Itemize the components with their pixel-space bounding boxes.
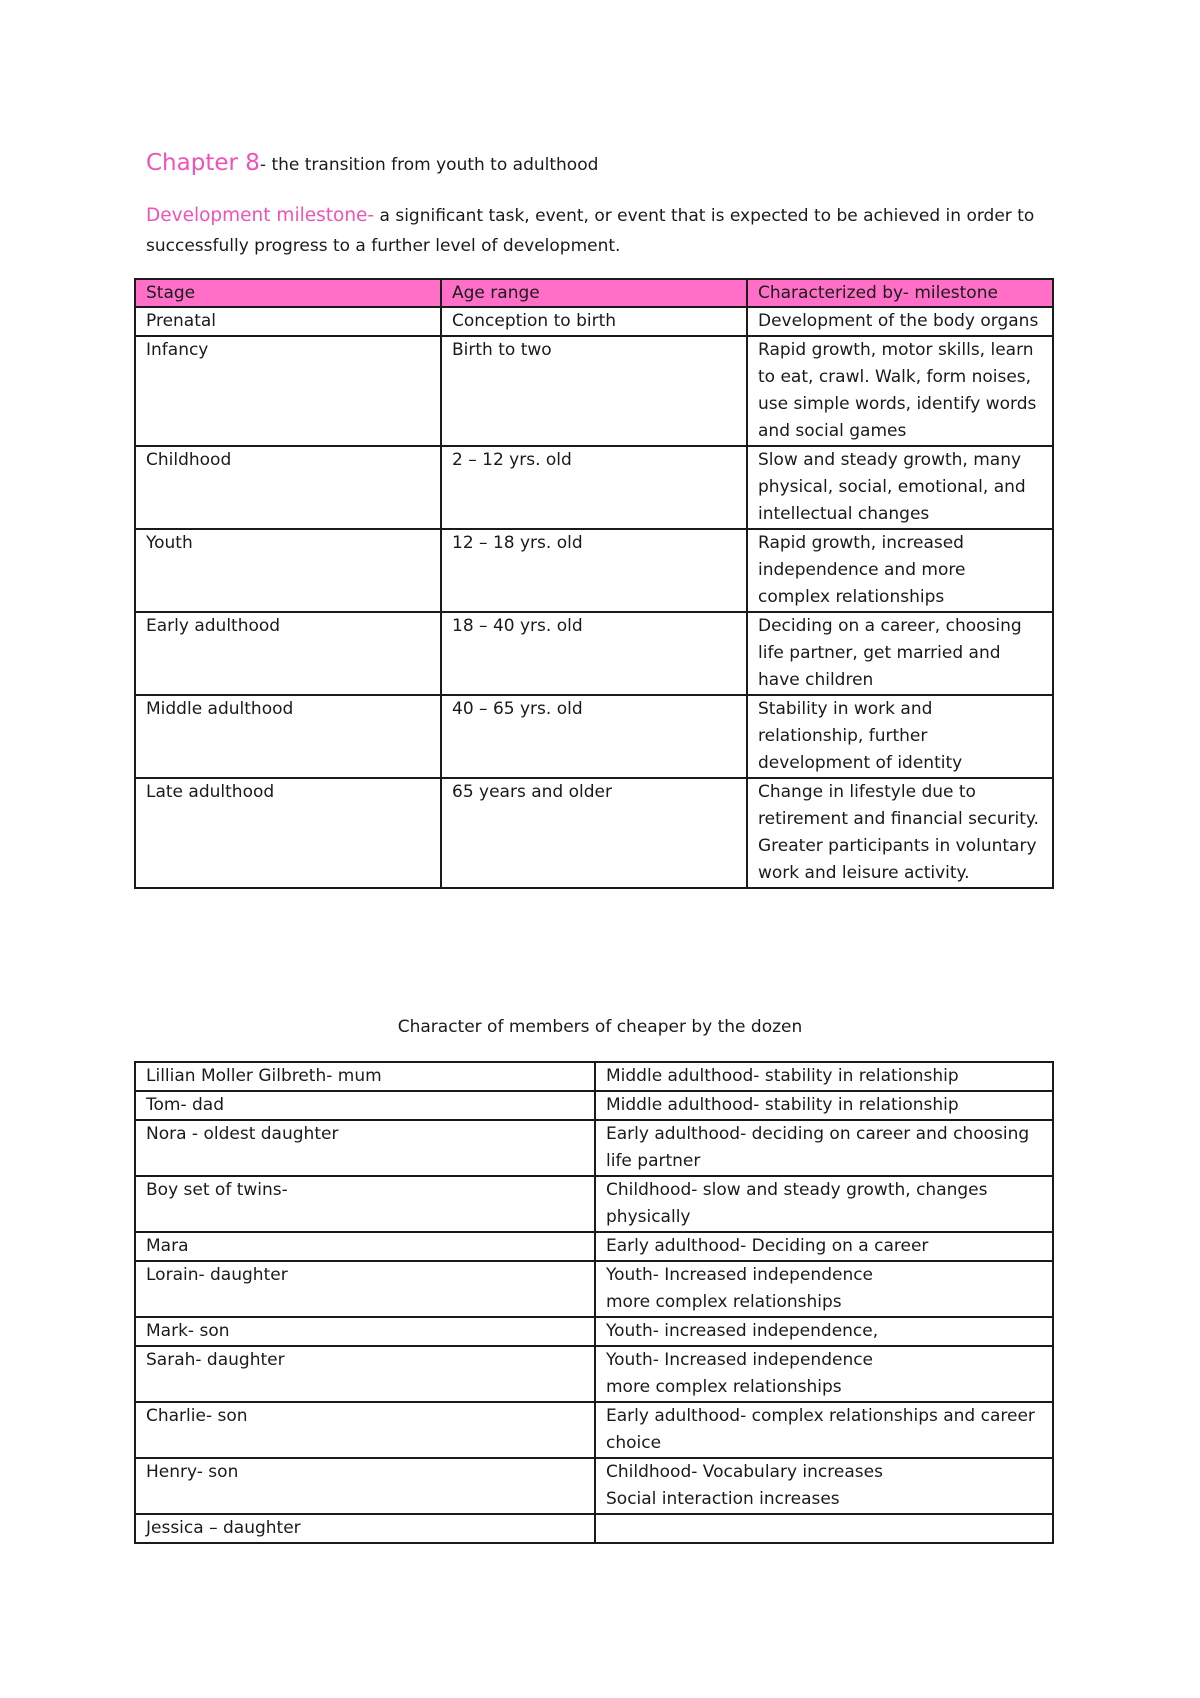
age-cell: 18 – 40 yrs. old [441, 612, 747, 695]
milestone-cell: Slow and steady growth, many physical, social, emotional, and intellectual changes [747, 446, 1053, 529]
table-row [135, 1346, 1053, 1402]
table-row [135, 1232, 1053, 1261]
definition-text: a significant task, event, or event that is expected to be achieved in order to successfully progress to a further level of development. [146, 206, 1035, 256]
stage-cell: Youth [135, 529, 441, 612]
character-name-cell: Lorain- daughter [135, 1261, 595, 1317]
table-row [135, 695, 1053, 778]
character-name-cell: Henry- son [135, 1458, 595, 1514]
character-name-cell: Mara [135, 1232, 595, 1261]
character-stage-cell: Middle adulthood- stability in relationship [595, 1091, 1053, 1120]
character-name-cell: Mark- son [135, 1317, 595, 1346]
table-row [135, 1062, 1053, 1091]
milestone-cell: Change in lifestyle due to retirement and financial security. Greater participants in voluntary work and leisure activity. [747, 778, 1053, 888]
character-name-cell: Boy set of twins- [135, 1176, 595, 1232]
character-stage-cell: Youth- Increased independence more complex relationships [595, 1346, 1053, 1402]
character-stage-cell: Middle adulthood- stability in relationship [595, 1062, 1053, 1091]
age-cell: Conception to birth [441, 307, 747, 336]
chapter-subtitle: - the transition from youth to adulthood [259, 155, 599, 175]
table-row [135, 1261, 1053, 1317]
character-stage-cell: Youth- Increased independence more complex relationships [595, 1261, 1053, 1317]
age-cell: 12 – 18 yrs. old [441, 529, 747, 612]
milestone-cell: Rapid growth, increased independence and more complex relationships [747, 529, 1053, 612]
age-cell: Birth to two [441, 336, 747, 446]
stage-cell: Infancy [135, 336, 441, 446]
character-stage-cell: Early adulthood- complex relationships and career choice [595, 1402, 1053, 1458]
definition-paragraph [146, 201, 1076, 261]
table-row [135, 1458, 1053, 1514]
table-row [135, 1317, 1053, 1346]
character-stage-cell: Early adulthood- deciding on career and choosing life partner [595, 1120, 1053, 1176]
table-row [135, 446, 1053, 529]
table-row [135, 1176, 1053, 1232]
table-row [135, 1091, 1053, 1120]
character-stage-cell: Youth- increased independence, [595, 1317, 1053, 1346]
header-stage: Stage [135, 279, 441, 307]
table-header-row [135, 279, 1053, 307]
header-milestone: Characterized by- milestone [747, 279, 1053, 307]
table-row [135, 778, 1053, 888]
age-cell: 65 years and older [441, 778, 747, 888]
development-stage-table [134, 278, 1054, 889]
character-stage-cell: Early adulthood- Deciding on a career [595, 1232, 1053, 1261]
character-stage-cell: Childhood- slow and steady growth, changes physically [595, 1176, 1053, 1232]
chapter-label: Chapter 8 [146, 150, 260, 176]
definition-term: Development milestone- [146, 205, 375, 226]
age-cell: 2 – 12 yrs. old [441, 446, 747, 529]
character-name-cell: Nora - oldest daughter [135, 1120, 595, 1176]
stage-cell: Late adulthood [135, 778, 441, 888]
stage-cell: Prenatal [135, 307, 441, 336]
table-row [135, 1514, 1053, 1543]
stage-cell: Early adulthood [135, 612, 441, 695]
table-row [135, 529, 1053, 612]
chapter-heading [146, 150, 598, 176]
milestone-cell: Stability in work and relationship, further development of identity [747, 695, 1053, 778]
table-row [135, 1402, 1053, 1458]
character-stage-cell: Childhood- Vocabulary increases Social interaction increases [595, 1458, 1053, 1514]
table-row [135, 307, 1053, 336]
table-row [135, 612, 1053, 695]
stage-cell: Middle adulthood [135, 695, 441, 778]
character-name-cell: Charlie- son [135, 1402, 595, 1458]
milestone-cell: Deciding on a career, choosing life partner, get married and have children [747, 612, 1053, 695]
header-age-range: Age range [441, 279, 747, 307]
milestone-cell: Development of the body organs [747, 307, 1053, 336]
character-name-cell: Sarah- daughter [135, 1346, 595, 1402]
milestone-cell: Rapid growth, motor skills, learn to eat, crawl. Walk, form noises, use simple words, identify words and social games [747, 336, 1053, 446]
table-row [135, 336, 1053, 446]
age-cell: 40 – 65 yrs. old [441, 695, 747, 778]
character-name-cell: Jessica – daughter [135, 1514, 595, 1543]
table-row [135, 1120, 1053, 1176]
character-table-caption: Character of members of cheaper by the dozen [397, 1017, 803, 1037]
stage-cell: Childhood [135, 446, 441, 529]
character-name-cell: Lillian Moller Gilbreth- mum [135, 1062, 595, 1091]
character-table [134, 1061, 1054, 1544]
character-stage-cell [595, 1514, 1053, 1543]
character-name-cell: Tom- dad [135, 1091, 595, 1120]
